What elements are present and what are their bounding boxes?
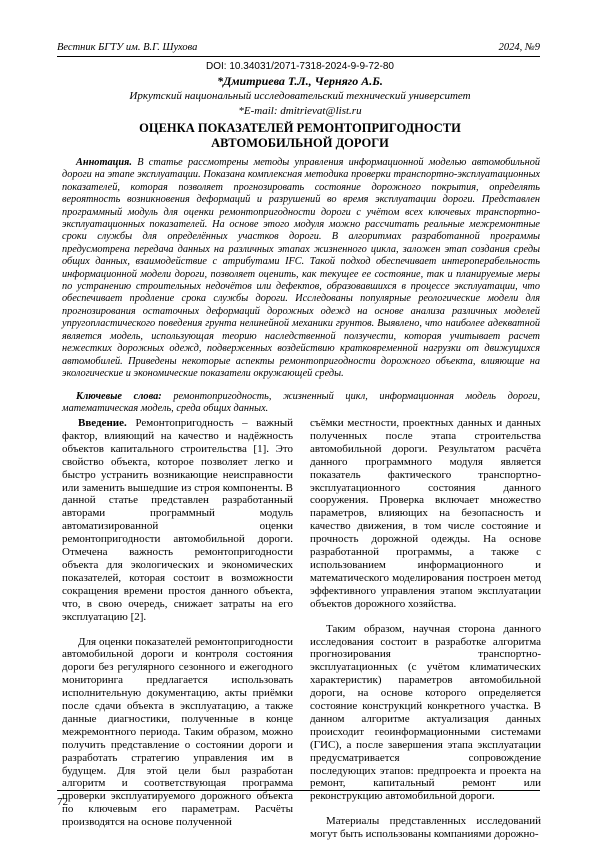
- doi: DOI: 10.34031/2071-7318-2024-9-9-72-80: [206, 61, 394, 72]
- page-number: 72: [57, 796, 68, 808]
- footer-divider: [57, 790, 540, 791]
- paragraph-text: Ремонтопригодность – важный фактор, влияющий на качество и надёжность объектов капитального строительства [1]. Это свойство объекта, которое позволяет легко и быстро устранить возникающие неисправности или заменить вышедшие из строя компоненты. В данной статье представлен разработанный авторами программный модуль автоматизированной оценки ремонтопригодности автомобильной дороги. Отмечена важность ремонтопригодности объекта для экологических и экономических показателей, которая состоит в возможности сокращения времени простоя данного объекта, что, в свою очередь, снижает затраты на его эксплуатацию [2].: [62, 417, 294, 623]
- keywords-text: ремонтопригодность, жизненный цикл, информационная модель дороги, математическая модель, среда общих данных.: [62, 391, 541, 415]
- body-column-left: [62, 417, 293, 829]
- running-header: [57, 42, 540, 56]
- article-title: [0, 121, 600, 151]
- issue-number: 2024, №9: [498, 42, 540, 53]
- body-paragraph: [62, 417, 293, 624]
- abstract-label: Аннотация.: [76, 157, 132, 168]
- affiliation: Иркутский национальный исследовательский технический университет: [129, 90, 471, 102]
- keywords-label: Ключевые слова:: [76, 391, 162, 402]
- header-divider: [57, 56, 540, 57]
- introduction-heading: Введение.: [78, 417, 127, 429]
- article-title-line-1: ОЦЕНКА ПОКАЗАТЕЛЕЙ РЕМОНТОПРИГОДНОСТИ: [139, 121, 461, 135]
- keywords: [62, 391, 540, 416]
- authors: *Дмитриева Т.Л., Черняго А.Б.: [217, 74, 383, 88]
- abstract-text: В статье рассмотрены методы управления информационной моделью автомобильной дороги на этапе эксплуатации. Показана комплексная методика проверки транспортно-эксплуатационных показателей, которая позволяет прогнозировать состояние дорожного покрытия, определять вероятность возникновения деформаций и разрушений во время эксплуатации дороги. Представлен программный модуль для оценки ремонтопригодности дороги с учётом всех ключевых транспортно-эксплуатационных показателей. На основе этого модуля можно рассчитать реальные межремонтные сроки службы для определённых участков дороги. В алгоритмах разработанной программы предусмотрена передача данных на различных этапах жизненного цикла, заложен этап создания среды общих данных, взаимодействие с атрибутами IFC. Такой подход обеспечивает интероперабельность информационной модели дороги, позволяет оценить, как текущее ее состояние, так и планируемые меры по устранению строительных недочётов или дефектов, образовавшихся в процессе эксплуатации, что обеспечивает продление срока службы дороги. Исследованы популярные реологические модели для прогнозирования остаточных деформаций дорожных одежд на основе анализа различных моделей упругопластического поведения грунта нелинейной механики грунтов. Выявлено, что наиболее адекватной является модель, использующая теорию наследственной ползучести, которая учитывает расчет нежестких дорожных одежд, подверженных воздействию кратковременной нагрузки от движущихся автомобилей. Приведены некоторые аспекты ремонтопригодности дорожного объекта, влияющие на экологические и экономические показатели окружающей среды.: [62, 157, 540, 379]
- body-paragraph: Для оценки показателей ремонтопригодности автомобильной дороги и контроля состояния дороги без регулярного сезонного и ежегодного мониторинга предлагается использовать исполнительную документацию, акты приёмки после сдачи объекта в эксплуатацию, а также данные диагностики, полученные в конце межремонтного периода. Таким образом, можно получить представление о состоянии дороги и разработать стратегию управления им в будущем. Для этой цели был разработан алгоритм и соответствующая программа проверки эксплуатируемого дорожного объекта по ключевым его параметрам. Расчёты производятся на основе полученной: [62, 635, 293, 829]
- abstract: [62, 157, 540, 380]
- contact-email: *E-mail: dmitrievat@list.ru: [238, 105, 362, 117]
- body-paragraph: Материалы представленных исследований могут быть использованы компаниями дорожно-: [310, 815, 541, 841]
- body-column-right: [310, 417, 541, 841]
- article-title-line-2: АВТОМОБИЛЬНОЙ ДОРОГИ: [211, 136, 389, 150]
- body-paragraph: съёмки местности, проектных данных и данных полученных после этапа строительства автомобильной дороги. Результатом расчёта данного программного модуля является показатель фактического транспортно-эксплуатационного состояния данного сооружения. Проверка включает множество параметров, влияющих на безопасность и качество движения, в том числе состояние и прочность дорожной одежды. На основе разработанной программы, а также с использованием информационного и математического моделирования построен метод эффективного управления этапом эксплуатации объектов дорожного хозяйства.: [310, 417, 541, 610]
- journal-name: Вестник БГТУ им. В.Г. Шухова: [57, 42, 198, 53]
- body-paragraph: Таким образом, научная сторона данного исследования состоит в разработке алгоритма прогнозирования транспортно-эксплуатационных (с учётом климатических характеристик) параметров автомобильной дороги, на основе которого определяется состояние конструкций конкретного участка. В данном алгоритме актуализация данных происходит геоинформационными системами (ГИС), а после завершения этапа эксплуатации предусматривается сопровождение последующих этапов: предпроекта и проекта на ремонт, капитальный ремонт или реконструкцию автомобильной дороги.: [310, 622, 541, 803]
